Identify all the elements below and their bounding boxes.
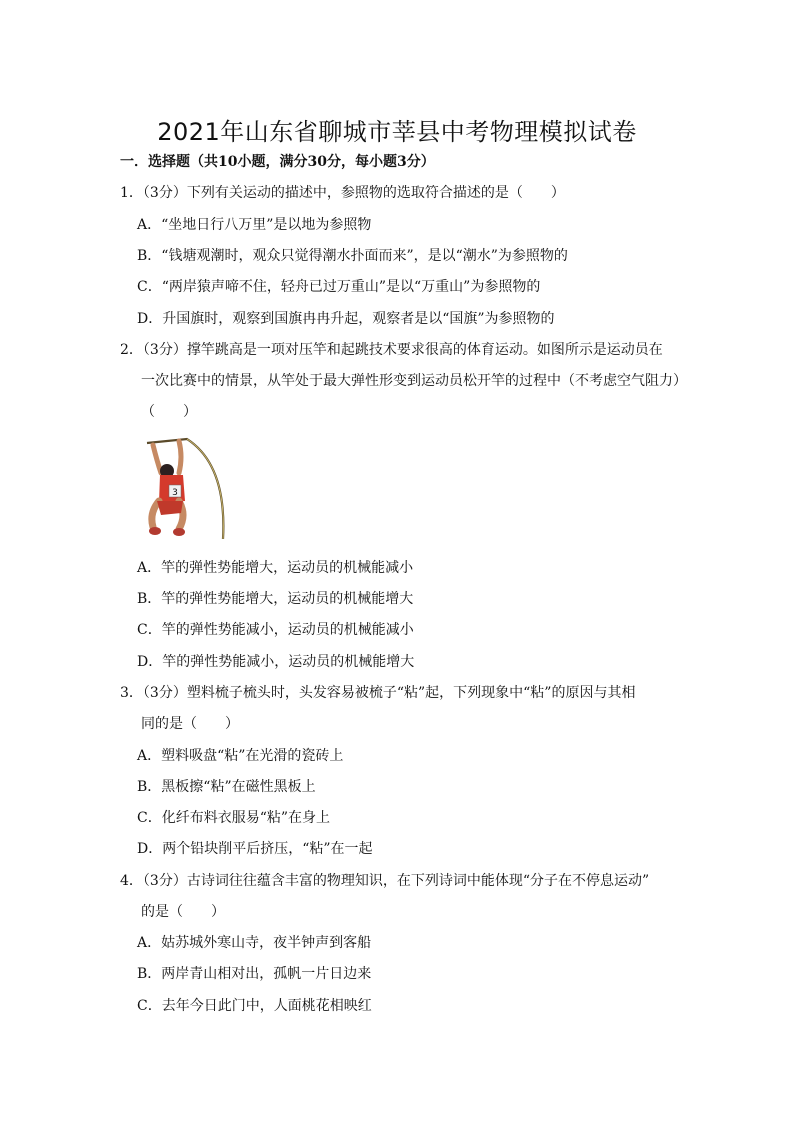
q4-stem-line2: 的是（ ） [141,904,225,920]
left-shoe [149,527,161,535]
q3-stem-line2: 同的是（ ） [141,716,239,732]
bib-number-text: 3 [172,488,178,498]
q4-stem-line1: 4．（3分）古诗词往往蕴含丰富的物理知识，在下列诗词中能体现“分子在不停息运动” [120,873,650,889]
q2-option-d: D．竿的弹性势能减小，运动员的机械能增大 [137,654,415,670]
q1-option-b: B．“钱塘观潮时，观众只觉得潮水扑面而来”，是以“潮水”为参照物的 [137,248,568,264]
q2-option-c: C．竿的弹性势能减小，运动员的机械能减小 [137,622,414,638]
pole-vault-figure [139,435,231,541]
exam-title: 2021年山东省聊城市莘县中考物理模拟试卷 [157,118,637,146]
pole [147,439,223,539]
section-heading: 一．选择题（共10小题，满分30分，每小题3分） [120,154,435,170]
right-arm [179,441,181,473]
q2-option-b: B．竿的弹性势能增大，运动员的机械能增大 [137,591,414,607]
q4-option-c: C．去年今日此门中，人面桃花相映红 [137,998,372,1014]
q1-stem: 1．（3分）下列有关运动的描述中，参照物的选取符合描述的是（ ） [120,185,565,201]
left-leg [152,501,159,527]
q3-option-b: B．黑板擦“粘”在磁性黑板上 [137,779,316,795]
q3-option-d: D．两个铅块削平后挤压，“粘”在一起 [137,841,373,857]
q4-option-b: B．两岸青山相对出，孤帆一片日边来 [137,966,372,982]
q3-stem-line1: 3．（3分）塑料梳子梳头时，头发容易被梳子“粘”起，下列现象中“粘”的原因与其相 [120,685,636,701]
athlete-shorts [157,501,183,515]
q3-option-a: A．塑料吸盘“粘”在光滑的瓷砖上 [137,748,344,764]
q3-option-c: C．化纤布料衣服易“粘”在身上 [137,810,331,826]
q2-stem-line2: 一次比赛中的情景，从竿处于最大弹性形变到运动员松开竿的过程中（不考虑空气阻力） [141,373,687,389]
q2-stem-line3: （ ） [141,404,197,420]
q4-option-a: A．姑苏城外寒山寺，夜半钟声到客船 [137,935,372,951]
left-arm [153,445,161,473]
q1-option-a: A．“坐地日行八万里”是以地为参照物 [137,217,372,233]
q2-option-a: A．竿的弹性势能增大，运动员的机械能减小 [137,560,414,576]
q2-stem-line1: 2．（3分）撑竿跳高是一项对压竿和起跳技术要求很高的体育运动。如图所示是运动员在 [120,342,663,358]
right-shoe [173,528,185,536]
q1-option-d: D．升国旗时，观察到国旗冉冉升起，观察者是以“国旗”为参照物的 [137,311,555,327]
q1-option-c: C．“两岸猿声啼不住，轻舟已过万重山”是以“万重山”为参照物的 [137,279,541,295]
